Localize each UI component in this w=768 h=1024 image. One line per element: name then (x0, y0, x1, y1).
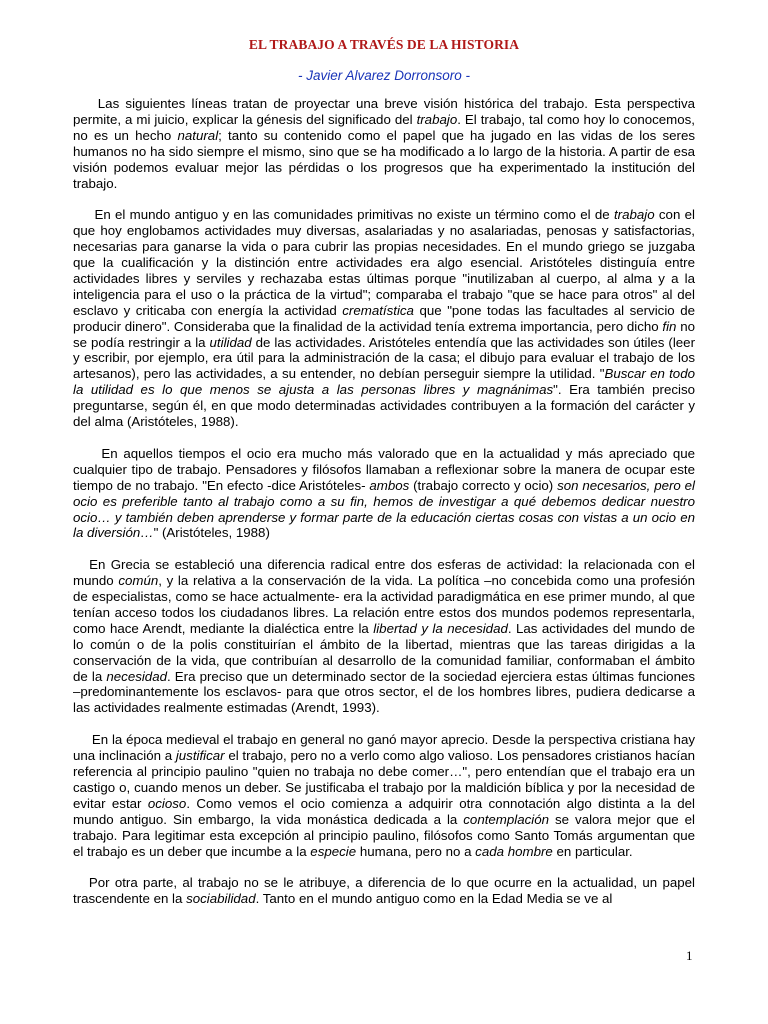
paragraph-6: Por otra parte, al trabajo no se le atribuye, a diferencia de lo que ocurre en la actualidad, un papel trascendente en la sociabilidad. Tanto en el mundo antiguo como en la Edad Media se ve al (73, 875, 695, 907)
paragraph-3: En aquellos tiempos el ocio era mucho más valorado que en la actualidad y más apreciado que cualquier tipo de trabajo. Pensadores y filósofos llamaban a reflexionar sobre la manera de ocupar este tiempo de no trabajo. "En efecto -dice Aristóteles- ambos (trabajo correcto y ocio) son necesarios, pero el ocio es preferible tanto al trabajo como a su fin, hemos de investigar a qué debemos dedicar nuestro ocio… y también deben aprenderse y formar parte de la educación ciertas cosas con vistas a un ocio en la diversión…" (Aristóteles, 1988) (73, 445, 695, 541)
paragraph-4: En Grecia se estableció una diferencia radical entre dos esferas de actividad: la relacionada con el mundo común, y la relativa a la conservación de la vida. La política –no concebida como una profesión de especialistas, como se hace actualmente- era la actividad paradigmática en ese primer mundo, al que tenían acceso todos los ciudadanos libres. La relación entre estos dos mundos podemos representarla, como hace Arendt, mediante la dialéctica entre la libertad y la necesidad. Las actividades del mundo de lo común o de la polis constituirían el ámbito de la libertad, mientras que las tareas dirigidas a la conservación de la vida, que contribuían al desarrollo de la comunidad familiar, conformaban el ámbito de la necesidad. Era preciso que un determinado sector de la sociedad ejerciera estas últimas funciones –predominantemente los esclavos- para que otros sector, el de los hombres libres, pudiera dedicarse a las actividades realmente estimadas (Arendt, 1993). (73, 557, 696, 716)
document-body (73, 96, 695, 923)
paragraph-2: En el mundo antiguo y en las comunidades primitivas no existe un término como el de trabajo con el que hoy englobamos actividades muy diversas, asalariadas y no asalariadas, penosas y satisfactorias, necesarias para ganarse la vida o para cubrir las propias necesidades. En el mundo griego se juzgaba que la cualificación y la distinción entre actividades era algo esencial. Aristóteles distinguía entre actividades libres y serviles y rechazaba estas últimas porque "inutilizaban al cuerpo, al alma y a la inteligencia para el uso o la práctica de la virtud"; comparaba el trabajo "que se hace para otros" al del esclavo y criticaba con energía la actividad crematística que "pone todas las facultades al servicio de producir dinero". Consideraba que la finalidad de la actividad tenía extrema importancia, pero dicho fin no se podía restringir a la utilidad de las actividades. Aristóteles entendía que las actividades son útiles (leer y escribir, por ejemplo, era útil para la administración de la casa; el dibujo para evaluar el trabajo de los artesanos), pero las actividades, a su entender, no debían perseguir siempre la utilidad. "Buscar en todo la utilidad es lo que menos se ajusta a las personas libres y magnánimas". Era también preciso preguntarse, según él, en que modo determinadas actividades contribuyen a la formación del carácter y del alma (Aristóteles, 1988). (73, 207, 696, 430)
paragraph-1: Las siguientes líneas tratan de proyectar una breve visión histórica del trabajo. Esta perspectiva permite, a mi juicio, explicar la génesis del significado del trabajo. El trabajo, tal como hoy lo conocemos, no es un hecho natural; tanto su contenido como el papel que ha jugado en las vidas de los seres humanos no ha sido siempre el mismo, sino que se ha modificado a lo largo de la historia. A partir de esa visión podemos evaluar mejor las pérdidas o los progresos que ha experimentado la institución del trabajo. (73, 96, 695, 191)
document-title: EL TRABAJO A TRAVÉS DE LA HISTORIA (248, 37, 520, 52)
document-author: - Javier Alvarez Dorronsoro - (297, 68, 471, 83)
page-number: 1 (686, 948, 693, 963)
paragraph-5: En la época medieval el trabajo en general no ganó mayor aprecio. Desde la perspectiva cristiana hay una inclinación a justificar el trabajo, pero no a verlo como algo valioso. Los pensadores cristianos hacían referencia al principio paulino "quien no trabaja no debe comer…", pero entendían que el trabajo era un castigo o, cuando menos un deber. Se justificaba el trabajo por la maldición bíblica y por la necesidad de evitar estar ocioso. Como vemos el ocio comienza a adquirir otra connotación algo distinta a la del mundo antiguo. Sin embargo, la vida monástica dedicada a la contemplación se valora mejor que el trabajo. Para legitimar esta excepción al principio paulino, filósofos como Santo Tomás argumentan que el trabajo es un deber que incumbe a la especie humana, pero no a cada hombre en particular. (73, 732, 695, 859)
